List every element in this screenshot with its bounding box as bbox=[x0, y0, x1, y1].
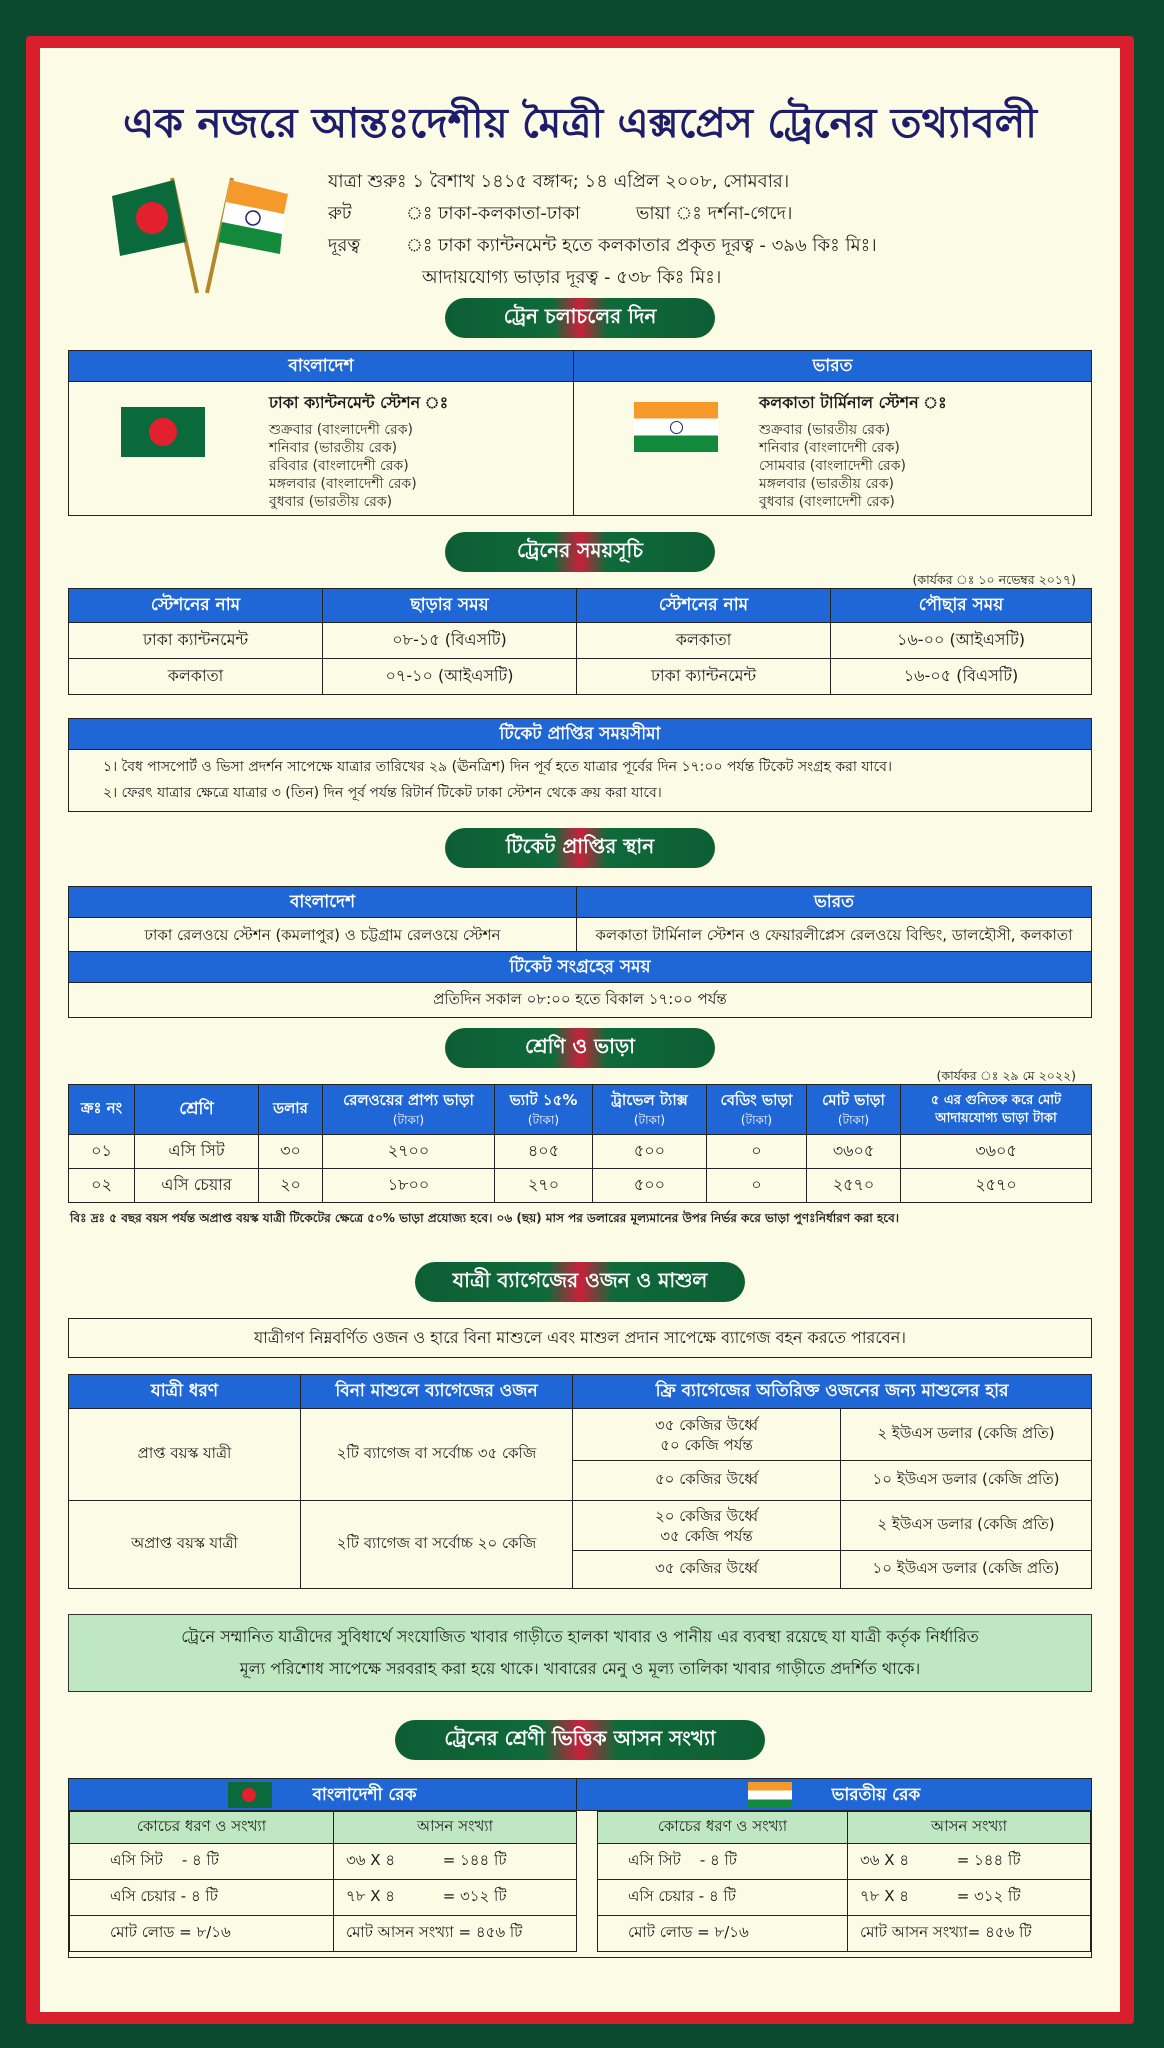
col-header: কোচের ধরণ ও সংখ্যা bbox=[598, 1812, 848, 1844]
baggage-intro: যাত্রীগণ নিম্নবর্ণিত ওজন ও হারে বিনা মাশুলে এবং মাশুল প্রদান সাপেক্ষে ব্যাগেজ বহন করতে পারবেন। bbox=[68, 1318, 1092, 1358]
cell: মোট লোড = ৮/১৬ bbox=[70, 1916, 334, 1952]
col-unit: (টাকা) bbox=[633, 1112, 666, 1127]
bd-day: মঙ্গলবার (বাংলাদেশী রেক) bbox=[269, 476, 417, 492]
col-header: বিনা মাশুলে ব্যাগেজের ওজন bbox=[301, 1375, 573, 1409]
in-day: সোমবার (বাংলাদেশী রেক) bbox=[759, 458, 906, 474]
distance-value: ঃ ঢাকা ক্যান্টনমেন্ট হতে কলকাতার প্রকৃত দূরত্ব - ৩৯৬ কিঃ মিঃ। bbox=[406, 235, 877, 256]
table-row bbox=[598, 1880, 1091, 1916]
cell: ৭৮ X ৪ = ৩১২ টি bbox=[848, 1880, 1091, 1916]
fare-effective-date: (কার্যকর ঃ ২৯ মে ২০২২) bbox=[936, 1068, 1076, 1083]
india-flag-icon bbox=[634, 402, 718, 452]
cell: কলকাতা bbox=[577, 623, 831, 659]
red-frame bbox=[26, 36, 1134, 2024]
cell: মোট আসন সংখ্যা = ৪৫৬ টি bbox=[334, 1916, 577, 1952]
ticket-period-line2: ২। ফেরৎ যাত্রার ক্ষেত্রে যাত্রার ৩ (তিন) দিন পূর্ব পর্যন্ত রিটার্ন টিকেট ঢাকা স্টেশন থেকে ক্রয় করা যাবে। bbox=[103, 785, 662, 801]
in-day: শুক্রবার (ভারতীয় রেক) bbox=[759, 422, 891, 438]
cell: ১৬-০৫ (বিএসটি) bbox=[831, 659, 1092, 695]
journey-start: যাত্রা শুরুঃ ১ বৈশাখ ১৪১৫ বঙ্গাব্দ; ১৪ এপ্রিল ২০০৮, সোমবার। bbox=[328, 171, 790, 192]
cell: ০ bbox=[707, 1135, 807, 1169]
ticket-place-in-value: কলকাতা টার্মিনাল স্টেশন ও ফেয়ারলীপ্লেস রেলওয়ে বিল্ডিং, ডালহৌসী, কলকাতা bbox=[595, 926, 1073, 944]
col-header: যাত্রী ধরণ bbox=[69, 1375, 301, 1409]
bd-day: রবিবার (বাংলাদেশী রেক) bbox=[269, 458, 409, 474]
bd-rake-title: বাংলাদেশী রেক bbox=[312, 1784, 417, 1805]
weight-range: ৫০ কেজির উর্ধ্বে bbox=[573, 1461, 841, 1501]
fare-footnote: বিঃ দ্রঃ ৫ বছর বয়স পর্যন্ত অপ্রাপ্ত বয়স্ক যাত্রী টিকেটের ক্ষেত্রে ৫০% ভাড়া প্রযোজ্য হবে। ০৬ (ছয়) মাস পর ডলারের মূল্যমানের উপর নির্ভর করে ভাড়া পুণঃনির্ধারণ করা হবে। bbox=[70, 1211, 900, 1225]
weight-range: ৩৫ কেজির উর্ধ্বে bbox=[654, 1415, 759, 1434]
in-day: বুধবার (বাংলাদেশী রেক) bbox=[759, 494, 895, 510]
food-notice-line1: ট্রেনে সম্মানিত যাত্রীদের সুবিধার্থে সংযোজিত খাবার গাড়ীতে হালকা খাবার ও পানীয় এর ব্যবস্থা রয়েছে যা যাত্রী কর্তৃক নির্ধারিত bbox=[181, 1627, 979, 1646]
fare-table bbox=[68, 1084, 1092, 1203]
cell: ৪০৫ bbox=[495, 1135, 593, 1169]
ticket-period-line1: ১। বৈধ পাসপোর্ট ও ভিসা প্রদর্শন সাপেক্ষে যাত্রার তারিখের ২৯ (ঊনত্রিশ) দিন পূর্ব হতে যাত্রার পূর্বের দিন ১৭:০০ পর্যন্ত টিকেট সংগ্রহ করা যাবে। bbox=[103, 759, 892, 775]
running-days-heading: ট্রেন চলাচলের দিন bbox=[445, 298, 715, 338]
col-header: ফ্রি ব্যাগেজের অতিরিক্ত ওজনের জন্য মাশুলের হার bbox=[573, 1375, 1092, 1409]
ticket-place-bd-value: ঢাকা রেলওয়ে স্টেশন (কমলাপুর) ও চট্টগ্রাম রেলওয়ে স্টেশন bbox=[69, 918, 577, 951]
table-row bbox=[69, 1135, 1092, 1169]
col-unit: (টাকা) bbox=[837, 1112, 870, 1127]
col-header: আসন সংখ্যা bbox=[334, 1812, 577, 1844]
route-value: ঃ ঢাকা-কলকাতা-ঢাকা bbox=[406, 203, 581, 224]
cell: ৩৬ X ৪ = ১৪৪ টি bbox=[848, 1844, 1091, 1880]
weight-range: ৫০ কেজি পর্যন্ত bbox=[660, 1435, 753, 1454]
cell: মোট আসন সংখ্যা= ৪৫৬ টি bbox=[848, 1916, 1091, 1952]
cell: ০২ bbox=[69, 1169, 135, 1203]
bd-day: শুক্রবার (বাংলাদেশী রেক) bbox=[269, 422, 413, 438]
table-row bbox=[598, 1844, 1091, 1880]
cell: ৩০ bbox=[259, 1135, 323, 1169]
via: ভায়া ঃ দর্শনা-গেদে। bbox=[636, 203, 793, 224]
col-header: ক্রঃ নং bbox=[69, 1085, 135, 1135]
bangladesh-flag-icon bbox=[228, 1782, 272, 1808]
bd-station-name: ঢাকা ক্যান্টনমেন্ট স্টেশন ঃ bbox=[269, 393, 449, 412]
cell: এসি চেয়ার bbox=[135, 1169, 259, 1203]
cell: ৩৬০৫ bbox=[807, 1135, 901, 1169]
passenger-type: অপ্রাপ্ত বয়স্ক যাত্রী bbox=[69, 1501, 301, 1589]
cell: কলকাতা bbox=[69, 659, 323, 695]
col-unit: (টাকা) bbox=[392, 1112, 425, 1127]
col-unit: (টাকা) bbox=[740, 1112, 773, 1127]
cell: ৫০০ bbox=[593, 1135, 707, 1169]
cell: এসি সিট - ৪ টি bbox=[70, 1844, 334, 1880]
ticket-place-in-header: ভারত bbox=[577, 887, 1091, 918]
schedule-table bbox=[68, 588, 1092, 695]
ticket-time-value: প্রতিদিন সকাল ০৮:০০ হতে বিকাল ১৭:০০ পর্যন্ত bbox=[433, 990, 727, 1008]
cell: ০ bbox=[707, 1169, 807, 1203]
bd-day: শনিবার (ভারতীয় রেক) bbox=[269, 440, 398, 456]
cell: ০৮-১৫ (বিএসটি) bbox=[323, 623, 577, 659]
food-notice bbox=[68, 1614, 1092, 1692]
col-header: ছাড়ার সময় bbox=[323, 589, 577, 623]
cell: মোট লোড = ৮/১৬ bbox=[598, 1916, 848, 1952]
schedule-heading: ট্রেনের সময়সূচি bbox=[445, 532, 715, 572]
col-header: ৫ এর গুনিতক করে মোট আদায়যোগ্য ভাড়া টাকা bbox=[901, 1085, 1092, 1135]
distance-label: দূরত্ব bbox=[328, 235, 361, 256]
cell: ৩৬০৫ bbox=[901, 1135, 1092, 1169]
weight-range: ৩৫ কেজি পর্যন্ত bbox=[660, 1526, 753, 1545]
food-notice-line2: মূল্য পরিশোধ সাপেক্ষে সরবরাহ করা হয়ে থাকে। খাবারের মেনু ও মূল্য তালিকা খাবার গাড়ীতে প্রদর্শিত থাকে। bbox=[239, 1659, 921, 1678]
in-day: মঙ্গলবার (ভারতীয় রেক) bbox=[759, 476, 894, 492]
weight-range: ২০ কেজির উর্ধ্বে bbox=[654, 1506, 759, 1525]
cell: ১৬-০০ (আইএসটি) bbox=[831, 623, 1092, 659]
cell: ঢাকা ক্যান্টনমেন্ট bbox=[69, 623, 323, 659]
ticket-place-box bbox=[68, 886, 1092, 1018]
cell: ০১ bbox=[69, 1135, 135, 1169]
bangladesh-flag-icon bbox=[121, 407, 205, 457]
bd-day: বুধবার (ভারতীয় রেক) bbox=[269, 494, 393, 510]
schedule-effective-date: (কার্যকর ঃ ১০ নভেম্বর ২০১৭) bbox=[912, 572, 1076, 587]
cell: ১৮০০ bbox=[323, 1169, 495, 1203]
cell: ৭৮ X ৪ = ৩১২ টি bbox=[334, 1880, 577, 1916]
cell: ২৫৭০ bbox=[807, 1169, 901, 1203]
rate: ১০ ইউএস ডলার (কেজি প্রতি) bbox=[841, 1461, 1092, 1501]
cell: ২৭০ bbox=[495, 1169, 593, 1203]
running-days-box bbox=[68, 350, 1092, 516]
col-header: ট্রাভেল ট্যাক্স bbox=[611, 1090, 688, 1109]
ticket-period-box bbox=[68, 718, 1092, 812]
table-row bbox=[69, 1169, 1092, 1203]
table-row bbox=[598, 1916, 1091, 1952]
col-header: পৌছার সময় bbox=[831, 589, 1092, 623]
in-station-name: কলকাতা টার্মিনাল স্টেশন ঃ bbox=[759, 393, 947, 412]
table-row bbox=[69, 623, 1092, 659]
table-row bbox=[70, 1844, 577, 1880]
baggage-table bbox=[68, 1374, 1092, 1589]
india-flag-icon bbox=[748, 1782, 792, 1808]
running-days-bd-header: বাংলাদেশ bbox=[69, 351, 574, 382]
cell: ২৭০০ bbox=[323, 1135, 495, 1169]
table-row bbox=[70, 1880, 577, 1916]
col-header: মোট ভাড়া bbox=[822, 1090, 885, 1109]
rate: ১০ ইউএস ডলার (কেজি প্রতি) bbox=[841, 1551, 1092, 1589]
col-header: বেডিং ভাড়া bbox=[720, 1090, 793, 1109]
journey-info bbox=[328, 166, 877, 294]
baggage-heading: যাত্রী ব্যাগেজের ওজন ও মাশুল bbox=[415, 1262, 745, 1302]
cell: এসি চেয়ার - ৪ টি bbox=[70, 1880, 334, 1916]
page-title: এক নজরে আন্তঃদেশীয় মৈত্রী এক্সপ্রেস ট্রেনের তথ্যাবলী bbox=[123, 99, 1037, 147]
col-header: স্টেশনের নাম bbox=[577, 589, 831, 623]
col-header: শ্রেণি bbox=[135, 1085, 259, 1135]
weight-range: ৩৫ কেজির উর্ধ্বে bbox=[573, 1551, 841, 1589]
cell: ঢাকা ক্যান্টনমেন্ট bbox=[577, 659, 831, 695]
ticket-place-heading: টিকেট প্রাপ্তির স্থান bbox=[445, 828, 715, 868]
cell: এসি সিট bbox=[135, 1135, 259, 1169]
ticket-time-header: টিকেট সংগ্রহের সময় bbox=[69, 952, 1091, 983]
col-header: আসন সংখ্যা bbox=[848, 1812, 1091, 1844]
cell: ০৭-১০ (আইএসটি) bbox=[323, 659, 577, 695]
table-row bbox=[69, 659, 1092, 695]
seats-box bbox=[68, 1778, 1092, 1958]
cell: ৩৬ X ৪ = ১৪৪ টি bbox=[334, 1844, 577, 1880]
col-header: ভ্যাট ১৫% bbox=[509, 1090, 578, 1109]
rate: ২ ইউএস ডলার (কেজি প্রতি) bbox=[841, 1409, 1092, 1461]
free-allowance: ২টি ব্যাগেজ বা সর্বোচ্চ ৩৫ কেজি bbox=[301, 1409, 573, 1501]
in-rake-title: ভারতীয় রেক bbox=[831, 1784, 921, 1805]
table-row bbox=[69, 1501, 1092, 1551]
table-row bbox=[69, 1409, 1092, 1461]
col-header: স্টেশনের নাম bbox=[69, 589, 323, 623]
free-allowance: ২টি ব্যাগেজ বা সর্বোচ্চ ২০ কেজি bbox=[301, 1501, 573, 1589]
crossed-flags-icon bbox=[112, 168, 292, 298]
cell: ২০ bbox=[259, 1169, 323, 1203]
col-header: কোচের ধরণ ও সংখ্যা bbox=[70, 1812, 334, 1844]
in-day: শনিবার (বাংলাদেশী রেক) bbox=[759, 440, 900, 456]
running-days-in-header: ভারত bbox=[574, 351, 1091, 382]
col-header: রেলওয়ের প্রাপ্য ভাড়া bbox=[343, 1090, 474, 1109]
fare-heading: শ্রেণি ও ভাড়া bbox=[445, 1028, 715, 1068]
seats-heading: ট্রেনের শ্রেণী ভিত্তিক আসন সংখ্যা bbox=[395, 1720, 765, 1760]
col-header: ডলার bbox=[259, 1085, 323, 1135]
bd-seat-table bbox=[69, 1811, 577, 1952]
cell: এসি চেয়ার - ৪ টি bbox=[598, 1880, 848, 1916]
route-label: রুট bbox=[328, 203, 352, 224]
passenger-type: প্রাপ্ত বয়স্ক যাত্রী bbox=[69, 1409, 301, 1501]
in-seat-table bbox=[597, 1811, 1091, 1952]
cell: ২৫৭০ bbox=[901, 1169, 1092, 1203]
cell: ৫০০ bbox=[593, 1169, 707, 1203]
col-unit: (টাকা) bbox=[527, 1112, 560, 1127]
ticket-period-heading: টিকেট প্রাপ্তির সময়সীমা bbox=[69, 719, 1091, 750]
ticket-place-bd-header: বাংলাদেশ bbox=[69, 887, 577, 918]
table-row bbox=[70, 1916, 577, 1952]
rate: ২ ইউএস ডলার (কেজি প্রতি) bbox=[841, 1501, 1092, 1551]
info-board bbox=[40, 48, 1120, 2012]
cell: এসি সিট - ৪ টি bbox=[598, 1844, 848, 1880]
chargeable-distance: আদায়যোগ্য ভাড়ার দূরত্ব - ৫৩৮ কিঃ মিঃ। bbox=[422, 267, 722, 288]
